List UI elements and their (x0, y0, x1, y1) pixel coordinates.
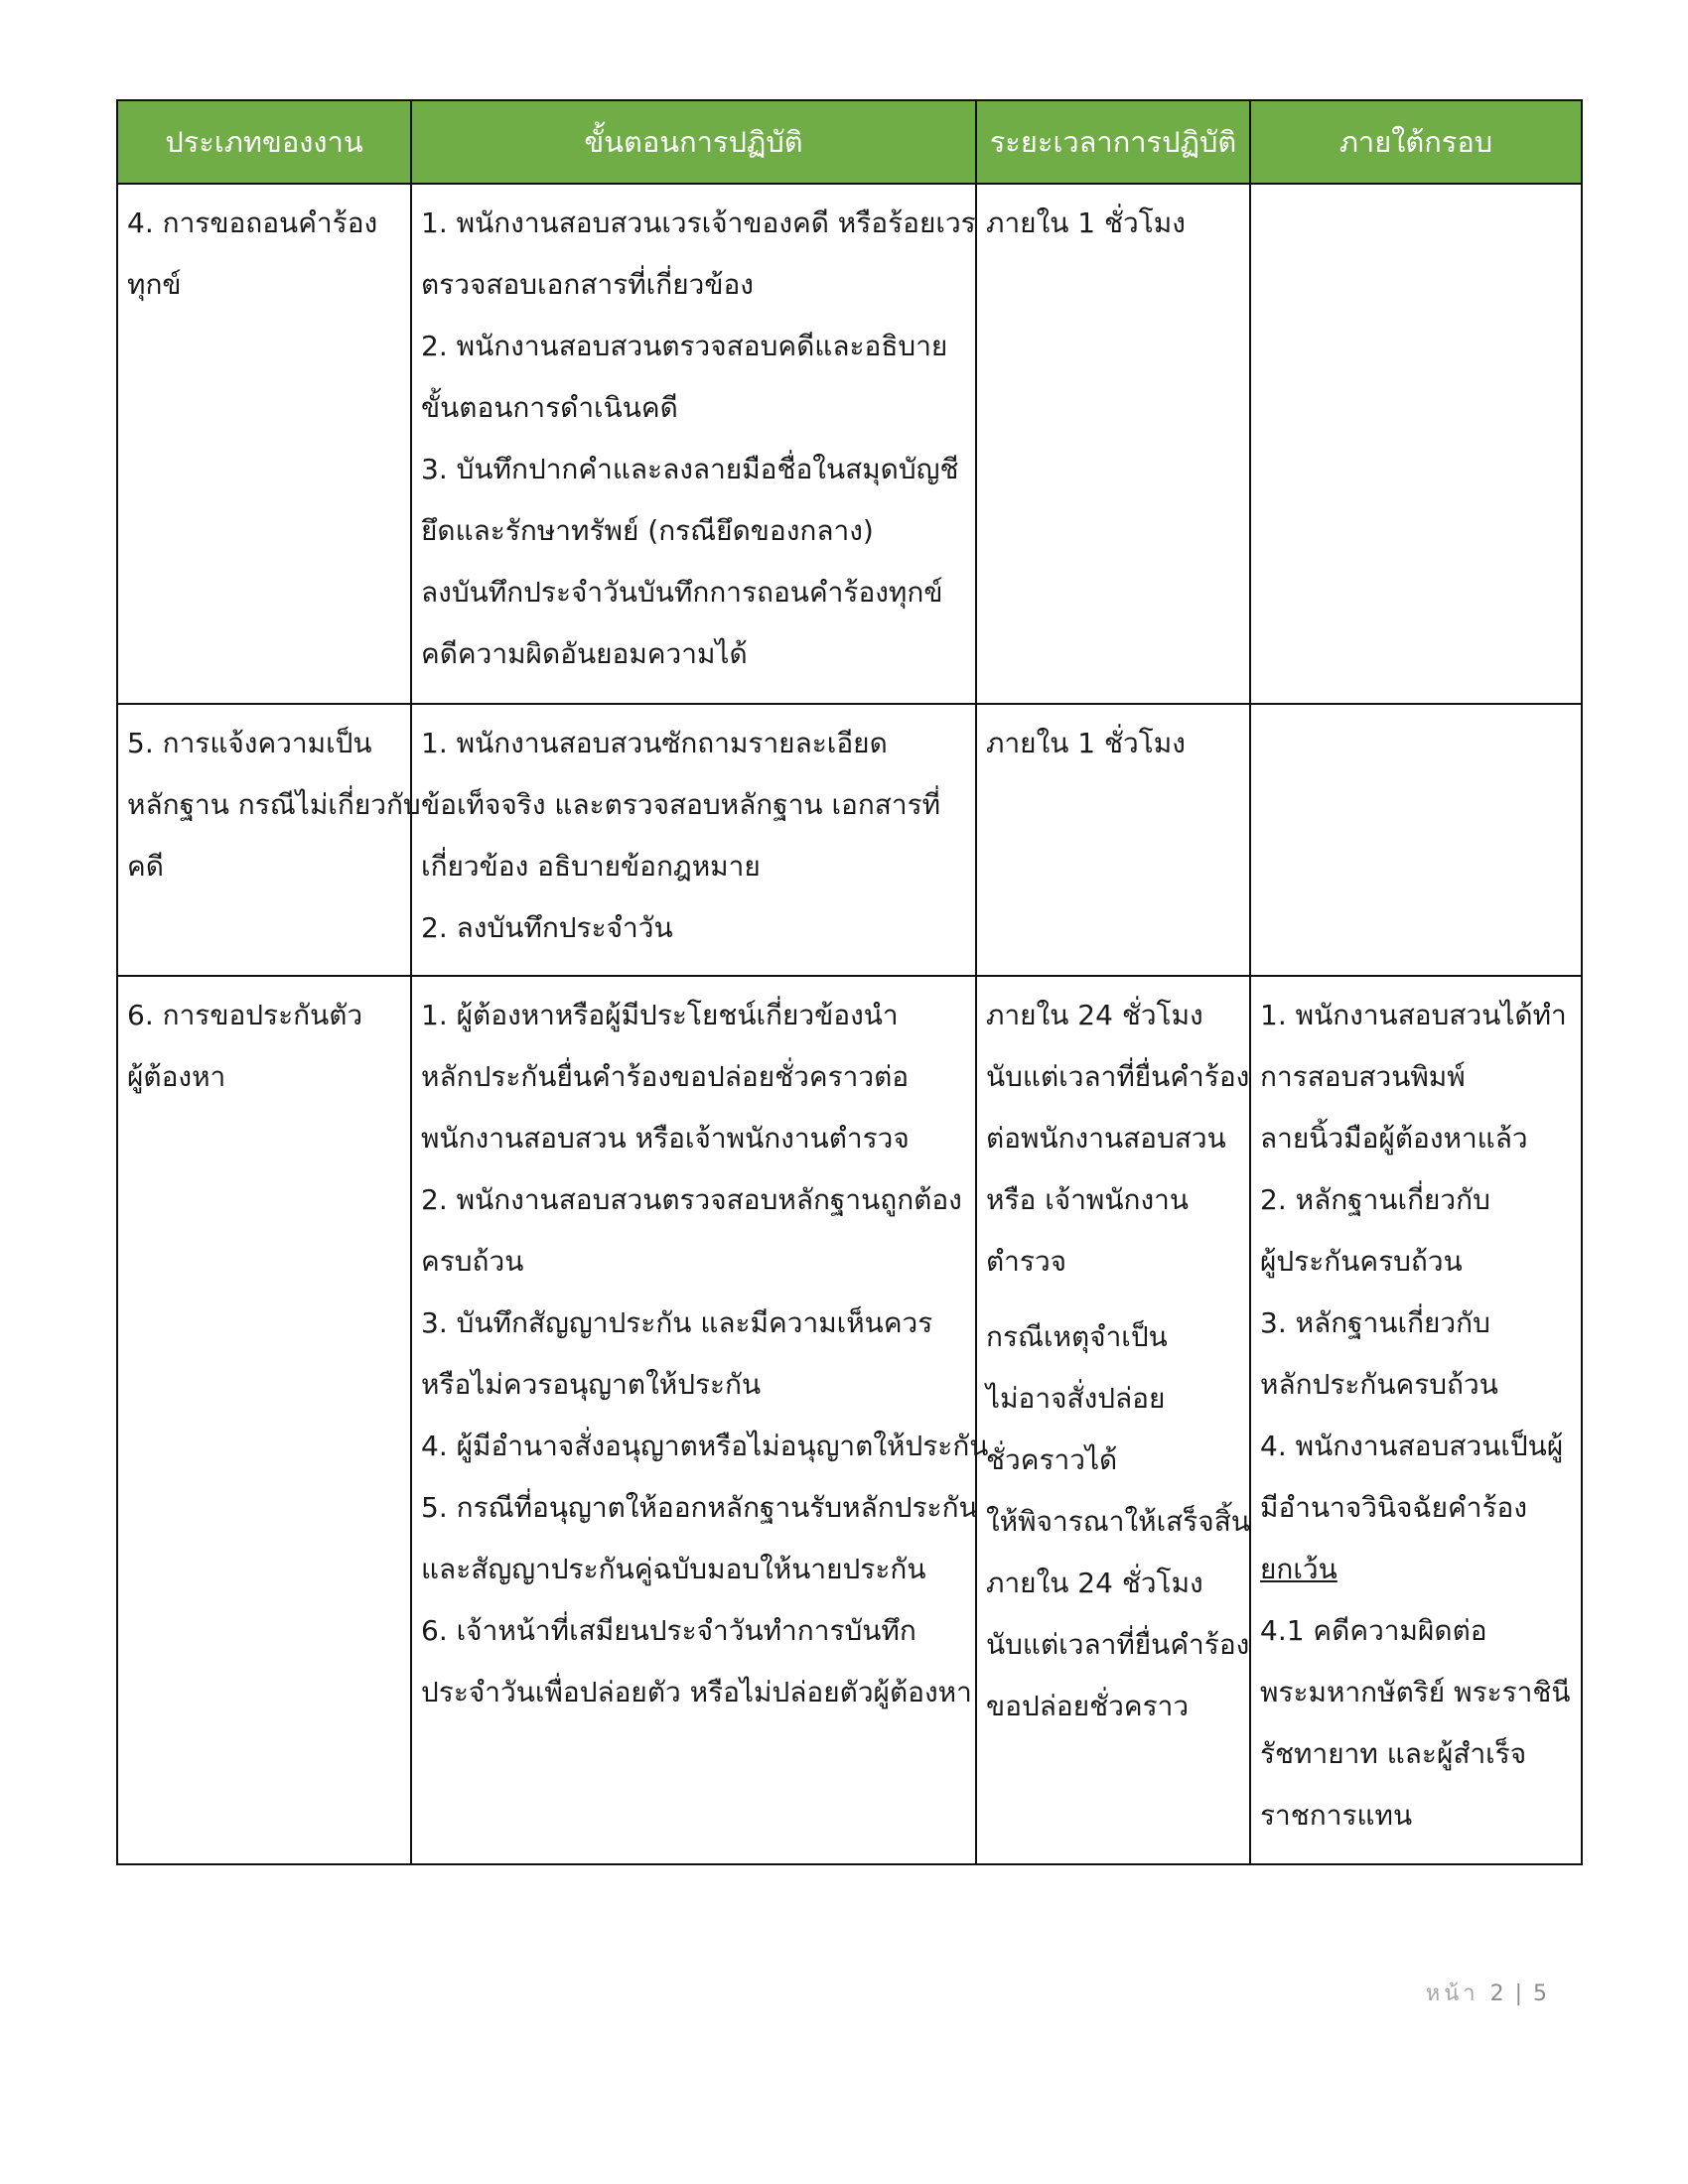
duration-line: ไม่อาจสั่งปล่อย (986, 1382, 1166, 1415)
step-line: 2. พนักงานสอบสวนตรวจสอบคดีและอธิบาย (421, 330, 948, 362)
page-footer (1426, 1976, 1549, 2010)
table-row (117, 704, 1582, 976)
duration-line: ภายใน 24 ชั่วโมง (986, 1567, 1203, 1599)
step-line: ข้อเท็จจริง และตรวจสอบหลักฐาน เอกสารที่ (421, 788, 941, 821)
duration-line: ให้พิจารณาให้เสร็จสิ้น (986, 1505, 1250, 1538)
framework-line: ราชการแทน (1260, 1799, 1413, 1832)
step-line: คดีความผิดอันยอมความได้ (421, 637, 748, 670)
cell-procedure-steps (411, 976, 989, 1864)
step-line: และสัญญาประกันคู่ฉบับมอบให้นายประกัน (421, 1553, 926, 1585)
table-row (117, 184, 1582, 704)
step-line: พนักงานสอบสวน หรือเจ้าพนักงานตำรวจ (421, 1122, 910, 1155)
step-line: 3. บันทึกปากคำและลงลายมือชื่อในสมุดบัญชี (421, 453, 959, 485)
step-line: ประจำวันเพื่อปล่อยตัว หรือไม่ปล่อยตัวผู้ต้องหา (421, 1676, 972, 1708)
framework-line: มีอำนาจวินิจฉัยคำร้อง (1260, 1491, 1527, 1524)
header-duration: ระยะเวลาการปฏิบัติ (976, 100, 1250, 184)
framework-line: 3. หลักฐานเกี่ยวกับ (1260, 1306, 1490, 1339)
cell-duration (976, 704, 1250, 976)
duration-line: ขอปล่อยชั่วคราว (986, 1690, 1190, 1722)
paragraph-gap (986, 1293, 1240, 1306)
duration-line: ภายใน 1 ชั่วโมง (986, 727, 1186, 759)
cell-duration (976, 184, 1250, 704)
duration-line: หรือ เจ้าพนักงาน (986, 1183, 1189, 1216)
cell-text: หลักฐาน กรณีไม่เกี่ยวกับ (127, 788, 421, 821)
step-line: 1. ผู้ต้องหาหรือผู้มีประโยชน์เกี่ยวข้องนำ (421, 999, 899, 1031)
step-line: หรือไม่ควรอนุญาตให้ประกัน (421, 1368, 762, 1401)
header-work-type: ประเภทของงาน (117, 100, 411, 184)
page-label: หน้า (1425, 1981, 1479, 2006)
procedure-table (116, 99, 1583, 1865)
cell-framework (1250, 704, 1582, 976)
cell-work-type (117, 704, 421, 976)
cell-text: ผู้ต้องหา (127, 1060, 226, 1093)
cell-procedure-steps (411, 704, 976, 976)
duration-line: นับแต่เวลาที่ยื่นคำร้อง (986, 1060, 1250, 1093)
cell-text: คดี (127, 850, 164, 883)
header-procedure-steps: ขั้นตอนการปฏิบัติ (411, 100, 976, 184)
cell-text: 6. การขอประกันตัว (127, 999, 363, 1031)
step-line: ขั้นตอนการดำเนินคดี (421, 391, 678, 424)
duration-line: ชั่วคราวได้ (986, 1443, 1118, 1476)
cell-work-type (117, 976, 411, 1864)
framework-line: 4.1 คดีความผิดต่อ (1260, 1614, 1487, 1647)
cell-text: ทุกข์ (127, 268, 182, 301)
framework-line: ลายนิ้วมือผู้ต้องหาแล้ว (1260, 1122, 1528, 1155)
duration-line: ภายใน 24 ชั่วโมง (986, 999, 1203, 1031)
framework-line: 4. พนักงานสอบสวนเป็นผู้ (1260, 1430, 1564, 1462)
framework-line: พระมหากษัตริย์ พระราชินี (1260, 1676, 1571, 1708)
cell-framework (1250, 976, 1582, 1864)
framework-line: การสอบสวนพิมพ์ (1260, 1060, 1466, 1093)
step-line: 3. บันทึกสัญญาประกัน และมีความเห็นควร (421, 1306, 933, 1339)
framework-line: หลักประกันครบถ้วน (1260, 1368, 1498, 1401)
step-line: ครบถ้วน (421, 1245, 524, 1278)
duration-line: ตำรวจ (986, 1245, 1067, 1278)
cell-text: 4. การขอถอนคำร้อง (127, 206, 378, 239)
cell-text: 5. การแจ้งความเป็น (127, 727, 372, 759)
cell-framework (1250, 184, 1582, 704)
duration-line: กรณีเหตุจำเป็น (986, 1320, 1168, 1353)
duration-line: ภายใน 1 ชั่วโมง (986, 206, 1186, 239)
step-line: หลักประกันยื่นคำร้องขอปล่อยชั่วคราวต่อ (421, 1060, 910, 1093)
step-line: 2. ลงบันทึกประจำวัน (421, 911, 673, 944)
table-header-row (117, 100, 1582, 184)
framework-line: ผู้ประกันครบถ้วน (1260, 1245, 1463, 1278)
step-line: 1. พนักงานสอบสวนเวรเจ้าของคดี หรือร้อยเวร (421, 206, 976, 239)
step-line: 4. ผู้มีอำนาจสั่งอนุญาตหรือไม่อนุญาตให้ประกัน (421, 1430, 989, 1462)
step-line: ยึดและรักษาทรัพย์ (กรณียึดของกลาง) (421, 514, 874, 547)
page-number: 2 | 5 (1489, 1981, 1549, 2006)
framework-line: 2. หลักฐานเกี่ยวกับ (1260, 1183, 1490, 1216)
step-line: ตรวจสอบเอกสารที่เกี่ยวข้อง (421, 268, 754, 301)
duration-line: ต่อพนักงานสอบสวน (986, 1122, 1226, 1155)
step-line: 2. พนักงานสอบสวนตรวจสอบหลักฐานถูกต้อง (421, 1183, 962, 1216)
duration-line: นับแต่เวลาที่ยื่นคำร้อง (986, 1628, 1250, 1661)
cell-duration (976, 976, 1250, 1864)
step-line: 1. พนักงานสอบสวนซักถามรายละเอียด (421, 727, 888, 759)
step-line: เกี่ยวข้อง อธิบายข้อกฎหมาย (421, 850, 761, 883)
framework-line: รัชทายาท และผู้สำเร็จ (1260, 1737, 1527, 1770)
step-line: 6. เจ้าหน้าที่เสมียนประจำวันทำการบันทึก (421, 1614, 916, 1647)
cell-work-type (117, 184, 411, 704)
framework-except-label: ยกเว้น (1260, 1553, 1337, 1585)
step-line: ลงบันทึกประจำวันบันทึกการถอนคำร้องทุกข์ (421, 576, 943, 609)
header-framework: ภายใต้กรอบ (1250, 100, 1582, 184)
step-line: 5. กรณีที่อนุญาตให้ออกหลักฐานรับหลักประกัน (421, 1491, 978, 1524)
cell-procedure-steps (411, 184, 976, 704)
framework-line: 1. พนักงานสอบสวนได้ทำ (1260, 999, 1567, 1031)
table-row (117, 976, 1582, 1864)
